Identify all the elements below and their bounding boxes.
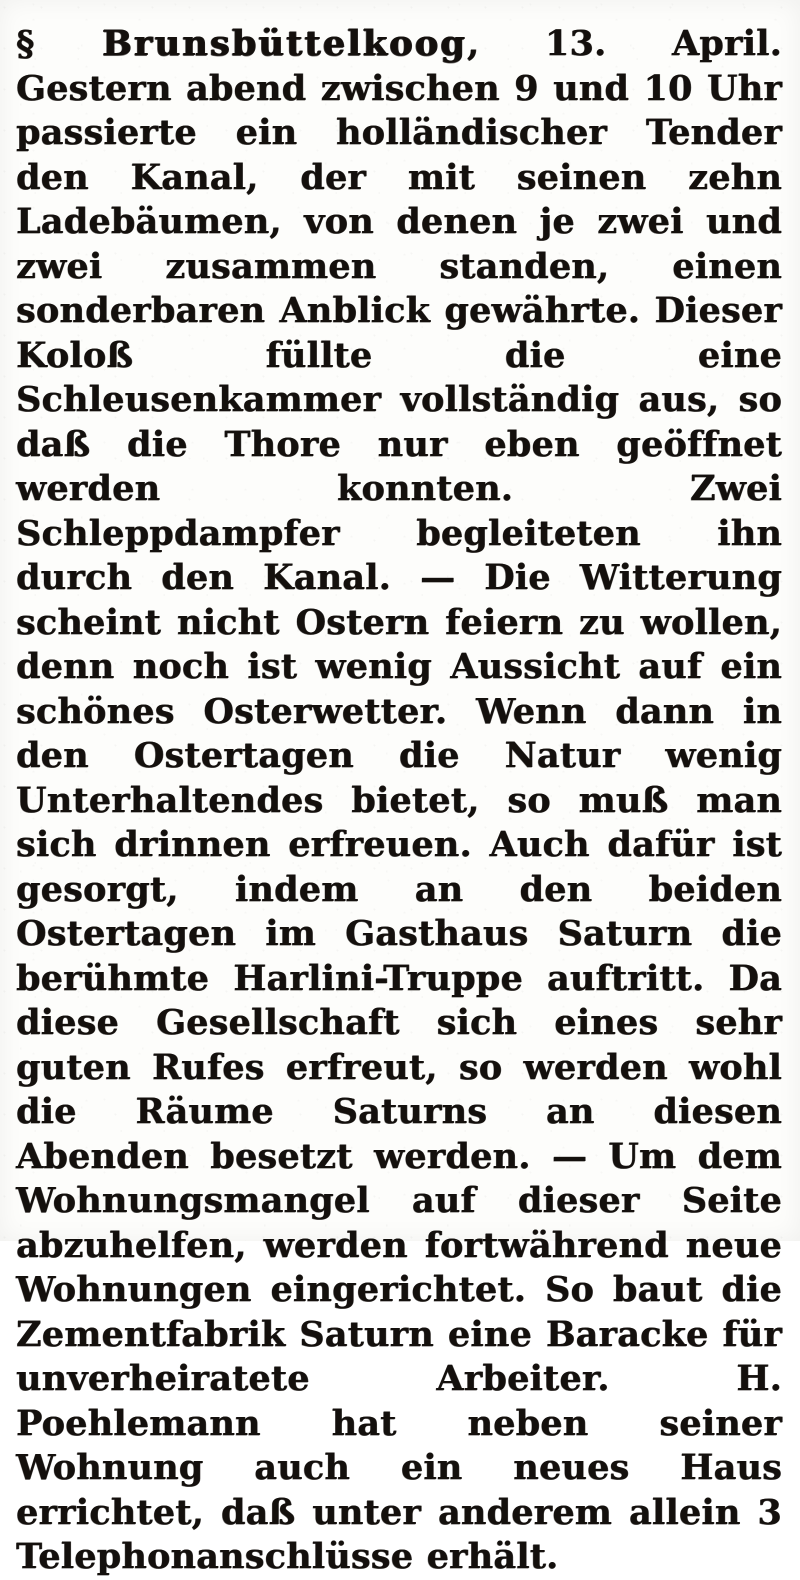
place-comma: ,: [466, 23, 480, 64]
article-segment-2: Die Witterung scheint nicht Ostern feiern zu wollen, denn noch ist wenig Aussicht auf ein schönes Osterwetter. Wenn dann in den Ostertagen die Natur wenig Unterhaltendes bietet, so muß man sich drinnen erfreuen. Auch dafür ist gesorgt, indem an den beiden Ostertagen im Gasthaus Saturn die berühmte Harlini-Truppe auftritt. Da diese Gesellschaft sich eines sehr guten Rufes erfreut, so werden wohl die Räume Saturns an diesen Abenden besetzt werden.: [16, 557, 782, 1177]
article-text: [16, 22, 782, 1580]
article-date: 13. April.: [544, 23, 782, 64]
segment-3-dash: —: [551, 1135, 587, 1177]
segment-2-dash: —: [420, 557, 456, 598]
article-segment-1: Gestern abend zwischen 9 und 10 Uhr passierte ein holländischer Tender den Kanal, der mit seinen zehn Ladebäumen, von denen je zwei und zwei zusammen standen, einen sonderbaren Anblick gewährte. Dieser Koloß füllte die eine Schleusenkammer vollständig aus, so daß die Thore nur eben geöffnet werden konnten. Zwei Schleppdampfer begleiteten ihn durch den Kanal.: [16, 67, 782, 598]
article-segment-3: Um dem Wohnungsmangel auf dieser Seite abzuhelfen, werden fortwährend neue Wohnungen eingerichtet. So baut die Zementfabrik Saturn eine Baracke für unverheiratete Arbeiter. H. Poehlemann hat neben seiner Wohnung auch ein neues Haus errichtet, daß unter anderem allein 3 Telephonanschlüsse erhält.: [16, 1135, 782, 1577]
place-name: Brunsbüttelkoog: [102, 23, 467, 64]
paragraph-mark: §: [16, 23, 35, 64]
